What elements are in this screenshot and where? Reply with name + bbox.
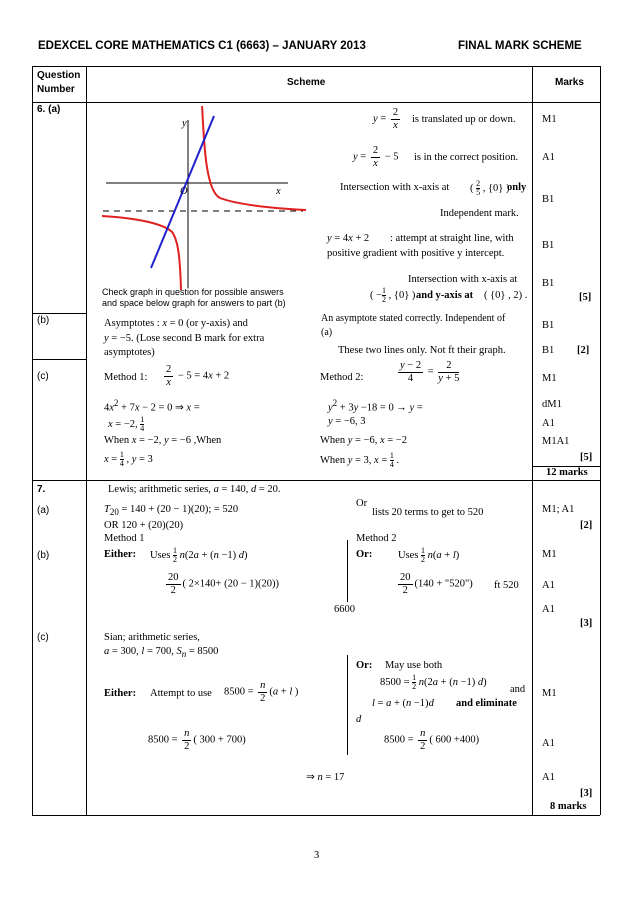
q6a-r3-text: Intersection with x-axis at [340,182,450,193]
q6c-m1-when: When x = −2, y = −6 ,When [104,435,222,446]
q7c-intro: Sian; arithmetic series, [104,632,200,643]
q7c-sub-1: 8500 = $\frac{n}{2}$ ( 300 + 700) [148,728,246,752]
q7b-uses: Uses $\frac{1}{2}$ n(2a + (n −1) d) [150,546,248,564]
q6c-label: (c) [37,371,49,382]
q6c-method2: Method 2: [320,372,364,383]
q7b-answer: 6600 [334,604,355,615]
q6c-m1-roots: x = −2, $\frac{1}{4}$ [108,415,145,433]
q7b-or: Or: [356,549,373,560]
q7a-or-left: OR 120 + (20)(20) [104,520,184,531]
q6c-method1: Method 1: [104,372,148,383]
document-subtitle: FINAL MARK SCHEME [458,40,582,52]
q6c-m2-when-2: When y = 3, x = $\frac{1}{4}$ . [320,451,400,469]
q7c-mark-1: M1 [542,688,557,699]
q7c-values: a = 300, l = 700, $S_n = 8500$ [104,646,219,660]
q7b-uses2: Uses $\frac{1}{2}$ n(a + l) [398,546,460,564]
q6a-r2-mark: A1 [542,152,555,163]
head-question: Question [37,70,81,81]
q7c-and: and [510,684,526,695]
q6b-total: [2] [577,345,590,356]
q7-method2: Method 2 [356,533,397,544]
q6a-eq-2: y = $\frac{2}{x}$ − 5 [353,145,399,169]
q6a-r6-text: Intersection with x-axis at [408,274,518,285]
q6a-r5-mark: B1 [542,240,555,251]
q7-intro: Lewis; arithmetic series, a = 140, d = 20. [108,484,281,495]
q6b-left-2: y = −5. (Lose second B mark for extra [104,333,265,344]
q6-bottom-border [32,480,600,481]
table-top-border [32,66,600,67]
page-number: 3 [314,850,320,861]
q6-total: 12 marks [546,467,588,478]
head-number: Number [37,84,75,95]
q7c-or-text: May use both [385,660,443,671]
q7c-or-eq-1: 8500 = $\frac{1}{2}$ n(2a + (n −1) d) [380,673,487,691]
q6b-right-2: (a) [321,327,333,338]
q6b-mark-1: B1 [542,320,555,331]
table-bottom-border [32,815,600,816]
q6b-right-3: These two lines only. Not ft their graph. [338,345,506,356]
q7a-eq: $T_{20} = 140 + (20 - 1)(20)$; = 520 [104,504,239,518]
q7c-eliminate: and eliminate [456,698,517,709]
graph-note-1: Check graph in question for possible answers [102,287,284,297]
q6-graph [98,106,318,296]
q7b-sub-2: $\frac{20}{2}$ (140 + "520") [400,572,473,596]
q6a-r2-text: is in the correct position. [414,152,519,163]
q6c-m1-quad: $4x^2 + 7x - 2 = 0$ ⇒ x = [104,398,200,414]
q6c-m2-quad: $y^2 + 3y -18 = 0 \to y$ = [328,398,423,414]
q7a-or: Or [356,498,368,509]
q7c-divider [347,655,348,755]
document-title: EDEXCEL CORE MATHEMATICS C1 (6663) – JANUARY 2013 [38,40,366,52]
q6c-m1-eq: $\frac{2}{x}$ − 5 = 4x + 2 [166,364,230,388]
q6a-r3-point: ( $\frac{2}{5}$ , {0} ) [470,179,510,197]
q6b-left-1: Asymptotes : x = 0 (or y-axis) and [104,318,248,329]
q6c-m2-roots: y = −6, 3 [328,416,366,427]
q6b-left-3: asymptotes) [104,347,155,358]
q7c-attempt-eq: 8500 = $\frac{n}{2}$ (a + l ) [224,680,299,704]
head-bottom-border [32,102,600,103]
q7b-either: Either: [104,549,137,560]
table-left-border [32,66,33,815]
q6a-r3-mark: B1 [542,194,555,205]
q6a-r6-point: ( − $\frac{1}{2}$ , {0} ) [370,286,416,304]
q7c-answer: ⇒ n = 17 [306,772,345,783]
q6b-row-border [32,313,86,314]
q7c-total: [3] [580,788,593,799]
q7c-either: Either: [104,688,137,699]
q7c-or-eq-2: l = a + (n −1)d [372,698,434,709]
q7b-divider [347,540,348,602]
q6a-r4-text: Independent mark. [440,208,519,219]
q6c-row-border [32,359,86,360]
head-marks: Marks [555,77,584,88]
q7b-sub-1: $\frac{20}{2}$ ( 2×140+ (20 − 1)(20)) [168,572,279,596]
number-col-border [86,66,87,815]
q6b-right-1: An asymptote stated correctly. Independent of [321,313,506,324]
graph-note-2: and space below graph for answers to part (b) [102,298,286,308]
q7c-mark-3: A1 [542,772,555,783]
q6a-r5-text2: positive gradient with positive y intercept. [327,248,505,259]
q6c-mark-3: A1 [542,418,555,429]
q7-total: 8 marks [550,801,587,812]
q6a-r6-mark: B1 [542,278,555,289]
q7c-sub-2: 8500 = $\frac{n}{2}$ ( 600 +400) [384,728,480,752]
q7b-mark-3: A1 [542,604,555,615]
q7b-label: (b) [37,550,50,561]
q7c-attempt: Attempt to use [150,688,212,699]
q6c-m2-eq: $\frac{y - 2}{4}$ = $\frac{2}{y + 5}$ [400,360,460,384]
q6-label: 6. (a) [37,104,61,115]
q6c-m2-when-1: When y = −6, x = −2 [320,435,407,446]
q7-label: 7. [37,484,46,495]
q6a-total: [5] [579,292,592,303]
q7a-marks: M1; A1 [542,504,575,515]
q6a-eq-1: y = $\frac{2}{x}$ [373,107,399,131]
q6c-total: [5] [580,452,593,463]
q6c-mark-2: dM1 [542,399,562,410]
q7-method1: Method 1 [104,533,145,544]
q7c-label: (c) [37,632,49,643]
q6a-r1-mark: M1 [542,114,557,125]
q6a-r1-text: is translated up or down. [412,114,516,125]
q6c-mark-4: M1A1 [542,436,570,447]
q6c-mark-1: M1 [542,373,557,384]
q6b-label: (b) [37,315,50,326]
table-right-border [600,66,601,815]
q6a-r5-text: : attempt at straight line, with [390,233,514,244]
q6a-r3-only: only [507,182,527,193]
q7b-mark-2: A1 [542,580,555,591]
q7b-total: [3] [580,618,593,629]
q6a-r6-text2: and y-axis at [416,290,474,301]
q7a-label: (a) [37,505,50,516]
graph-y-label: y [182,118,187,129]
graph-origin-label: O [180,186,188,197]
q7b-mark-1: M1 [542,549,557,560]
q7c-mark-2: A1 [542,738,555,749]
q7b-ft: ft 520 [494,580,519,591]
head-scheme: Scheme [287,77,326,88]
q6b-mark-2: B1 [542,345,555,356]
q7a-total: [2] [580,520,593,531]
graph-x-label: x [276,186,281,197]
q7c-or: Or: [356,660,373,671]
q6c-m1-when-2: x = $\frac{1}{4}$ , y = 3 [104,450,153,468]
q7c-d: d [356,714,362,725]
q6a-r6-point2: ( {0} , 2) . [484,290,528,301]
q7a-or-text: lists 20 terms to get to 520 [372,507,484,518]
q6a-line-eq: y = 4x + 2 [327,233,370,244]
marks-col-border [532,66,533,815]
